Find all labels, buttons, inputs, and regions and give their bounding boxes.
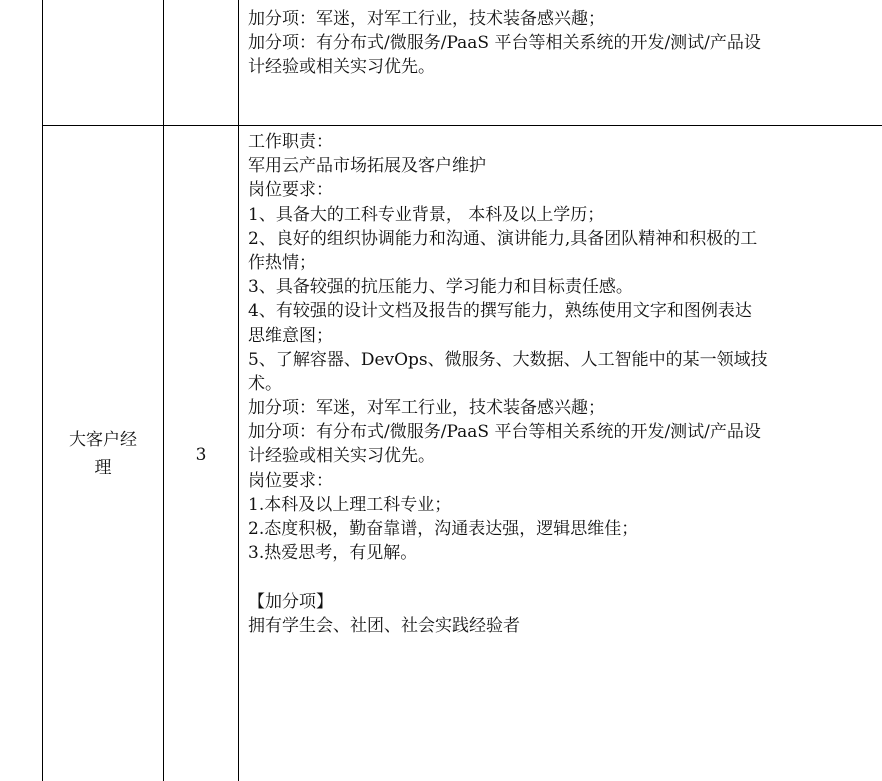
description-line: 术。 <box>248 373 282 394</box>
description-line: 计经验或相关实习优先。 <box>248 446 435 467</box>
blank-line <box>248 565 878 589</box>
main-row-description <box>248 130 878 638</box>
description-line: 2.态度积极，勤奋靠谱，沟通表达强，逻辑思维佳； <box>248 519 639 539</box>
description-line: 加分项：军迷，对军工行业，技术装备感兴趣； <box>248 398 605 419</box>
description-line: 岗位要求： <box>248 470 333 491</box>
description-line: 工作职责： <box>248 132 333 152</box>
description-line: 2、良好的组织协调能力和沟通、演讲能力,具备团队精神和积极的工 <box>248 228 758 249</box>
description-line: 3、具备较强的抗压能力、学习能力和目标责任感。 <box>248 277 633 298</box>
description-line: 1、具备大的工科专业背景， 本科及以上学历； <box>248 204 605 225</box>
table-border-col-2 <box>163 0 164 781</box>
position-title-cell <box>43 426 163 482</box>
row-divider <box>42 125 882 126</box>
description-line: 作热情； <box>248 252 316 273</box>
description-line: 加分项：有分布式/微服务/PaaS 平台等相关系统的开发/测试/产品设 <box>248 33 761 54</box>
description-line: 计经验或相关实习优先。 <box>248 57 435 78</box>
description-line: 岗位要求： <box>248 180 333 201</box>
description-line: 1.本科及以上理工科专业； <box>248 494 452 515</box>
description-line: 4、有较强的设计文档及报告的撰写能力，熟练使用文字和图例表达 <box>248 301 752 322</box>
headcount-cell <box>164 441 238 469</box>
description-line: 军用云产品市场拓展及客户维护 <box>248 156 486 177</box>
description-line: 思维意图； <box>248 325 333 346</box>
top-row-description <box>248 7 878 80</box>
description-line: 5、了解容器、DevOps、微服务、大数据、人工智能中的某一领域技 <box>248 349 768 370</box>
description-line: 加分项：军迷，对军工行业，技术装备感兴趣； <box>248 9 605 29</box>
description-line: 加分项：有分布式/微服务/PaaS 平台等相关系统的开发/测试/产品设 <box>248 422 761 443</box>
table-border-col-1 <box>42 0 43 781</box>
headcount-value: 3 <box>195 445 207 465</box>
position-title-line: 大客户经 <box>69 430 137 450</box>
table-border-col-3 <box>238 0 239 781</box>
description-line: 3.热爱思考，有见解。 <box>248 543 418 564</box>
description-line: 拥有学生会、社团、社会实践经验者 <box>248 615 520 636</box>
position-title-line: 理 <box>94 458 112 478</box>
description-line: 【加分项】 <box>248 591 333 612</box>
